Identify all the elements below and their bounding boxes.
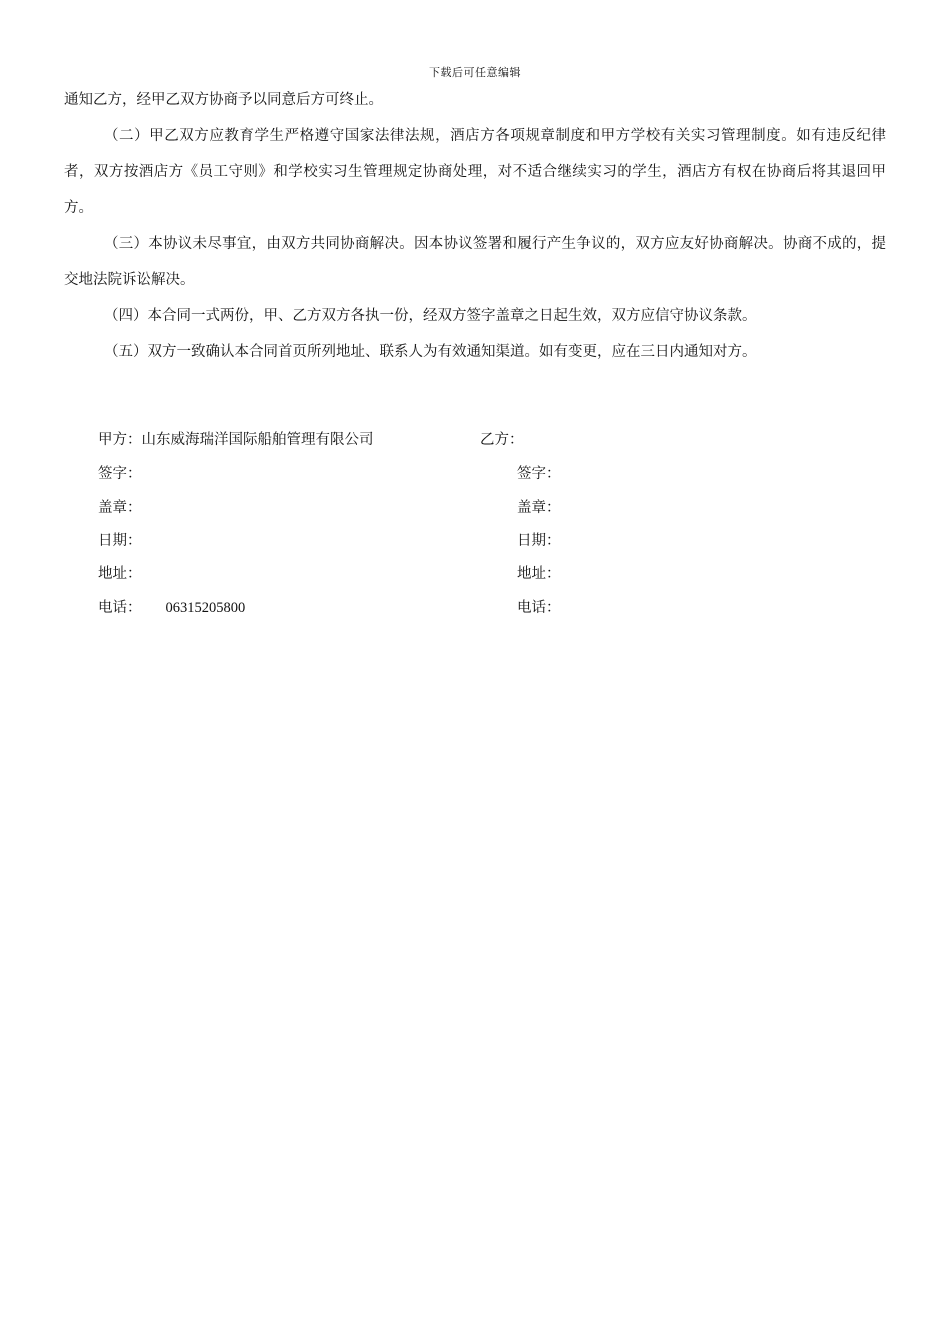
party-a-phone-line — [98, 598, 245, 618]
paragraph-clause-4: （四）本合同一式两份，甲、乙方双方各执一份，经双方签字盖章之日起生效，双方应信守协议条款。 — [104, 308, 757, 324]
party-a-signature-label: 签字： — [98, 466, 142, 482]
paragraph-continuation: 通知乙方，经甲乙双方协商予以同意后方可终止。 — [64, 92, 383, 108]
page-header-note: 下载后可任意编辑 — [429, 66, 521, 79]
contract-body — [64, 82, 886, 370]
paragraph-clause-2: （二）甲乙双方应教育学生严格遵守国家法律法规，酒店方各项规章制度和甲方学校有关实习管理制度。如有违反纪律者，双方按酒店方《员工守则》和学校实习生管理规定协商处理，对不适合继续实习的学生，酒店方有权在协商后将其退回甲方。 — [64, 128, 886, 216]
paragraph-clause-3: （三）本协议未尽事宜，由双方共同协商解决。因本协议签署和履行产生争议的，双方应友好协商解决。协商不成的，提交地法院诉讼解决。 — [64, 236, 886, 288]
party-b-address-label: 地址： — [517, 566, 561, 582]
party-b-label: 乙方： — [480, 432, 524, 448]
party-a-seal-label: 盖章： — [98, 500, 142, 516]
party-a-name-line — [98, 430, 374, 450]
party-a-label: 甲方： — [98, 432, 142, 448]
paragraph-clause-5: （五）双方一致确认本合同首页所列地址、联系人为有效通知渠道。如有变更，应在三日内通知对方。 — [104, 344, 757, 360]
party-a-address-label: 地址： — [98, 566, 142, 582]
party-a-name: 山东威海瑞洋国际船舶管理有限公司 — [141, 432, 374, 448]
party-b-seal-label: 盖章： — [517, 500, 561, 516]
party-a-phone-value: 06315205800 — [165, 600, 246, 616]
party-a-phone-label: 电话： — [98, 600, 142, 616]
party-b-date-label: 日期： — [517, 533, 561, 549]
party-b-phone-label: 电话： — [517, 600, 561, 616]
party-b-signature-label: 签字： — [517, 466, 561, 482]
party-a-date-label: 日期： — [98, 533, 142, 549]
